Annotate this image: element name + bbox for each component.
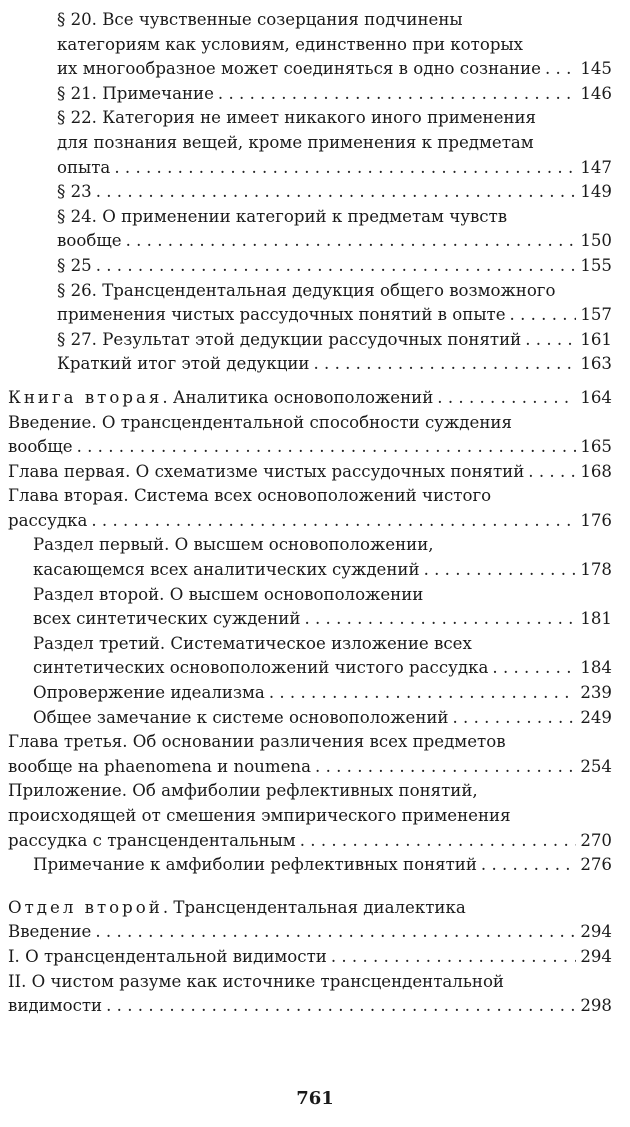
toc-entry-text: касающемся всех аналитических суждений (33, 560, 420, 580)
toc-page-number: 178 (580, 560, 612, 580)
toc-entry-line (8, 920, 612, 945)
dot-leader (525, 328, 576, 353)
toc-entry-text: § 23 (57, 182, 92, 202)
toc-entry-line: Введение. О трансцендентальной способности суждения (8, 412, 512, 432)
book-title-spaced: Книга вторая (8, 387, 163, 407)
toc-entry-text: применения чистых рассудочных понятий в опыте (57, 305, 506, 325)
toc-entry-line (57, 254, 612, 279)
toc-entry-line (57, 229, 612, 254)
toc-page-number: 276 (580, 855, 612, 875)
toc-page-number: 184 (580, 658, 612, 678)
toc-page-number: 249 (580, 707, 612, 727)
toc-entry (33, 583, 612, 632)
dot-leader (91, 509, 576, 534)
toc-entry (57, 254, 612, 279)
dot-leader (510, 303, 577, 328)
toc-entry-line (33, 706, 612, 731)
toc-entry-text: рассудка с трансцендентальным (8, 830, 296, 850)
toc-entry (57, 8, 612, 82)
toc-entry-line (57, 180, 612, 205)
dot-leader (304, 607, 576, 632)
toc-entry-line (8, 945, 612, 970)
toc-entry-text: вообще на phaenomena и noumena (8, 756, 312, 776)
toc-entry-text: синтетических основоположений чистого рассудка (33, 658, 489, 678)
toc-entry-line: Раздел второй. О высшем основоположении (33, 584, 424, 604)
dot-leader (315, 755, 576, 780)
toc-entry-line (57, 328, 612, 353)
division-title-spaced: Отдел второй (8, 897, 163, 917)
toc-entry (33, 632, 612, 681)
toc-entry (57, 352, 612, 377)
toc-entry-text: опыта (57, 157, 111, 177)
dot-leader (545, 57, 576, 82)
toc-entry-line: § 22. Категория не имеет никакого иного применения (57, 108, 537, 128)
toc-entry-text: вообще (57, 231, 122, 251)
toc-entry-line (33, 853, 612, 878)
spacer (8, 377, 612, 386)
toc-entry-text: Краткий итог этой дедукции (57, 354, 310, 374)
toc-page-number: 164 (580, 387, 612, 407)
toc-entry-line (8, 896, 612, 921)
toc-entry-line: для познания вещей, кроме применения к предметам (57, 132, 534, 152)
toc-entry-line: § 24. О применении категорий к предметам чувств (57, 206, 508, 226)
toc-entry (8, 484, 612, 533)
toc-entry-text: рассудка (8, 510, 88, 530)
dot-leader (331, 945, 576, 970)
toc-entry (8, 945, 612, 970)
toc-entry-line (57, 57, 612, 82)
toc-page-number: 147 (580, 157, 612, 177)
toc-entry (57, 106, 612, 180)
toc-entry-line (33, 558, 612, 583)
toc-entry (8, 460, 612, 485)
toc-entry-text: Примечание к амфиболии рефлективных понятий (33, 855, 477, 875)
toc-entry-text: § 27. Результат этой дедукции рассудочных понятий (57, 329, 522, 349)
toc-entry-text: § 21. Примечание (57, 83, 214, 103)
toc-entry (33, 853, 612, 878)
toc-entry-line (57, 303, 612, 328)
dot-leader (424, 558, 577, 583)
toc-entry-text: I. О трансцендентальной видимости (8, 946, 327, 966)
toc-page-number: 168 (580, 461, 612, 481)
toc-entry-line (33, 656, 612, 681)
toc-entry-line (8, 435, 612, 460)
toc-section-analytic (8, 411, 612, 878)
toc-section-dialectic (8, 920, 612, 1018)
dot-leader (96, 254, 577, 279)
dot-leader (95, 920, 576, 945)
toc-entry (57, 279, 612, 328)
toc-entry-text: их многообразное может соединяться в одно сознание (57, 59, 541, 79)
toc-entry-text: Глава первая. О схематизме чистых рассудочных понятий (8, 461, 525, 481)
dot-leader (437, 386, 576, 411)
toc-entry (8, 411, 612, 460)
toc-entry-line (33, 607, 612, 632)
toc-entry-line: II. О чистом разуме как источнике трансцендентальной (8, 971, 504, 991)
page-number: 761 (296, 1088, 334, 1109)
toc-entry-text (8, 386, 433, 411)
dot-leader (114, 156, 576, 181)
toc-entry-line (57, 156, 612, 181)
toc-entry (57, 180, 612, 205)
toc-entry-line: Раздел третий. Систематическое изложение всех (33, 633, 472, 653)
toc-entry-line (57, 82, 612, 107)
toc-book-heading (8, 386, 612, 411)
toc-page-number: 149 (580, 182, 612, 202)
dot-leader (313, 352, 576, 377)
toc-page-number: 254 (580, 756, 612, 776)
toc-entry-line: Глава вторая. Система всех основоположений чистого (8, 486, 492, 506)
spacer (8, 878, 612, 896)
dot-leader (481, 853, 576, 878)
toc-entry-line: происходящей от смешения эмпирического применения (8, 806, 511, 825)
toc-entry (8, 920, 612, 945)
toc-entry-text: вообще (8, 437, 73, 457)
toc-entry-line (57, 352, 612, 377)
toc-page-number: 165 (580, 437, 612, 457)
toc-page-number: 270 (580, 830, 612, 850)
toc-entry-line: Приложение. Об амфиболии рефлективных понятий, (8, 781, 478, 801)
toc-page-number: 145 (580, 59, 612, 79)
toc-page-number: 161 (580, 329, 612, 349)
toc-page-number: 298 (580, 996, 612, 1016)
toc-page-number: 239 (580, 683, 612, 703)
toc-section-deduction (8, 8, 612, 377)
toc-page-number: 150 (580, 231, 612, 251)
toc-page-number: 157 (580, 305, 612, 325)
toc-entry (8, 730, 612, 779)
dot-leader (528, 460, 576, 485)
toc-entry (57, 82, 612, 107)
toc-entry-line: § 20. Все чувственные созерцания подчинены (57, 10, 463, 29)
toc-page-number: 294 (580, 946, 612, 966)
book-title-rest: . Аналитика основоположений (162, 387, 434, 407)
toc-entry-line (8, 994, 612, 1019)
toc-page-number: 181 (580, 609, 612, 629)
toc-entry-line (8, 460, 612, 485)
toc-entry (57, 205, 612, 254)
dot-leader (77, 435, 577, 460)
toc-division-heading (8, 896, 612, 921)
dot-leader (96, 180, 577, 205)
toc-page-number: 155 (580, 255, 612, 275)
toc-entry-line: § 26. Трансцендентальная дедукция общего возможного (57, 280, 556, 300)
toc-page-number: 176 (580, 510, 612, 530)
dot-leader (300, 829, 577, 854)
dot-leader (492, 656, 576, 681)
dot-leader (126, 229, 577, 254)
toc-entry-line: Раздел первый. О высшем основоположении, (33, 535, 434, 555)
toc-entry (33, 681, 612, 706)
dot-leader (453, 706, 577, 731)
dot-leader (218, 82, 576, 107)
table-of-contents (8, 8, 612, 1019)
toc-entry (33, 706, 612, 731)
dot-leader (106, 994, 576, 1019)
toc-entry (8, 779, 612, 853)
toc-entry-line (33, 681, 612, 706)
toc-entry-text: Опровержение идеализма (33, 683, 265, 703)
toc-entry-text: Введение (8, 922, 92, 942)
toc-entry-text: видимости (8, 996, 103, 1016)
toc-entry-text: Общее замечание к системе основоположений (33, 707, 449, 727)
toc-page-number: 294 (580, 922, 612, 942)
toc-entry-line (8, 829, 612, 854)
toc-entry (57, 328, 612, 353)
toc-entry-text: всех синтетических суждений (33, 609, 301, 629)
toc-entry-text: § 25 (57, 255, 92, 275)
toc-entry-line (8, 386, 612, 411)
toc-entry-line: категориям как условиям, единственно при которых (57, 34, 524, 54)
toc-page-number: 146 (580, 83, 612, 103)
dot-leader (269, 681, 577, 706)
toc-entry-line (8, 509, 612, 534)
toc-entry-line (8, 755, 612, 780)
toc-entry (8, 970, 612, 1019)
toc-entry (33, 533, 612, 582)
toc-entry-line: Глава третья. Об основании различения всех предметов (8, 732, 506, 752)
toc-page-number: 163 (580, 354, 612, 374)
division-title-rest: . Трансцендентальная диалектика (162, 897, 466, 917)
